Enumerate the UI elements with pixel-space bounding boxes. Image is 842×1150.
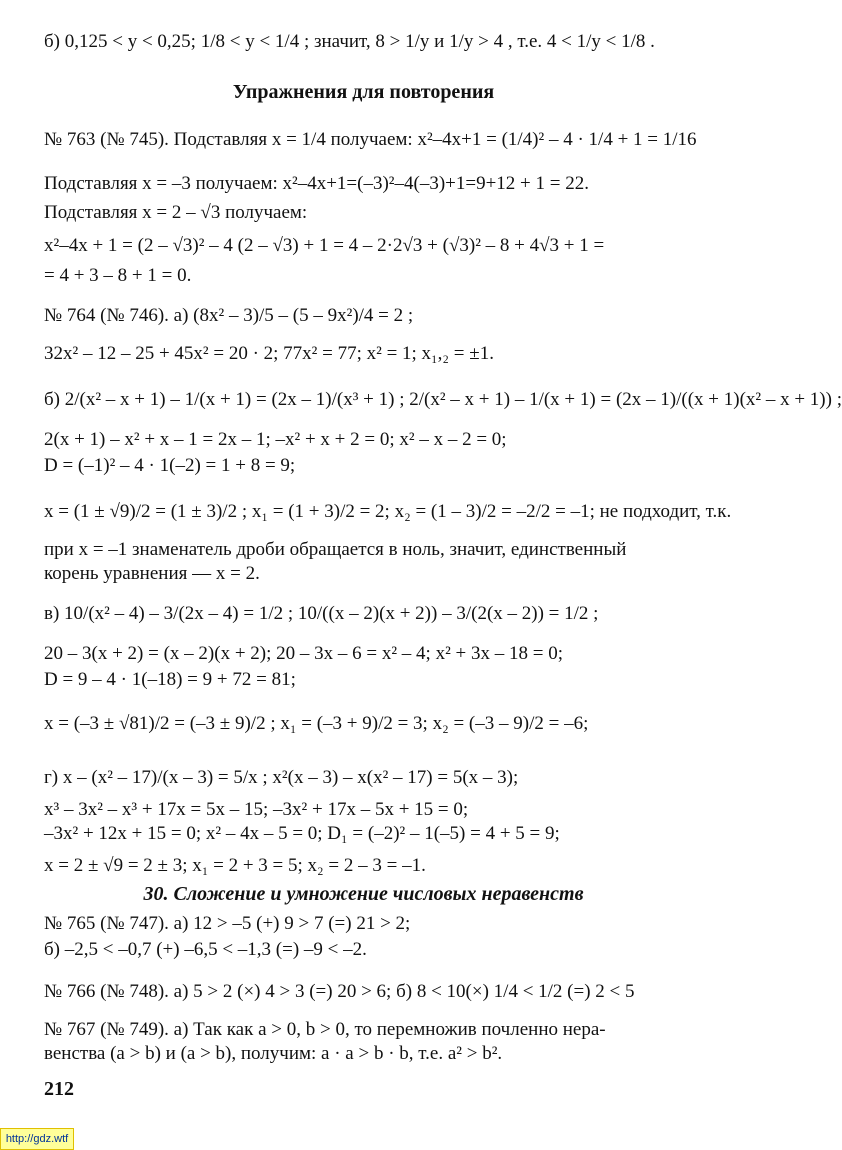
text-line: D = (–1)² – 4 · 1(–2) = 1 + 8 = 9; <box>44 455 296 476</box>
text-line: № 764 (№ 746). а) (8x² – 3)/5 – (5 – 9x²)/4 = 2 ; <box>44 305 414 326</box>
text-line: Подставляя x = 2 – √3 получаем: <box>44 202 308 223</box>
text-line: в) 10/(x² – 4) – 3/(2x – 4) = 1/2 ; 10/((x – 2)(x + 2)) – 3/(2(x – 2)) = 1/2 ; <box>44 603 599 624</box>
text-line: x = 2 ± √9 = 2 ± 3; x₁ = 2 + 3 = 5; x₂ = 2 – 3 = –1. <box>44 855 426 876</box>
text-line: корень уравнения — x = 2. <box>44 563 260 584</box>
text-line: 20 – 3(x + 2) = (x – 2)(x + 2); 20 – 3x – 6 = x² – 4; x² + 3x – 18 = 0; <box>44 643 563 664</box>
text-line: б) 0,125 < y < 0,25; 1/8 < y < 1/4 ; значит, 8 > 1/y и 1/y > 4 , т.е. 4 < 1/y < 1/8 . <box>44 31 655 52</box>
page-number: 212 <box>44 1078 74 1100</box>
text-line: x²–4x + 1 = (2 – √3)² – 4 (2 – √3) + 1 = 4 – 2·2√3 + (√3)² – 8 + 4√3 + 1 = <box>44 235 605 256</box>
text-line: 2(x + 1) – x² + x – 1 = 2x – 1; –x² + x + 2 = 0; x² – x – 2 = 0; <box>44 429 507 450</box>
text-line: D = 9 – 4 · 1(–18) = 9 + 72 = 81; <box>44 669 296 690</box>
text-line: венства (a > b) и (a > b), получим: a · a > b · b, т.е. a² > b². <box>44 1043 503 1064</box>
heading: Упражнения для повторения <box>232 81 495 103</box>
text-line: б) –2,5 < –0,7 (+) –6,5 < –1,3 (=) –9 < –2. <box>44 939 367 960</box>
text-line: x = (1 ± √9)/2 = (1 ± 3)/2 ; x₁ = (1 + 3)/2 = 2; x₂ = (1 – 3)/2 = –2/2 = –1; не подходит, т.к. <box>44 501 732 522</box>
text-line: б) 2/(x² – x + 1) – 1/(x + 1) = (2x – 1)/(x³ + 1) ; 2/(x² – x + 1) – 1/(x + 1) = (2x – 1)/((x + 1)(x² – x + 1)) ; <box>44 389 842 410</box>
text-line: № 763 (№ 745). Подставляя x = 1/4 получаем: x²–4x+1 = (1/4)² – 4 · 1/4 + 1 = 1/16 <box>44 129 697 150</box>
text-line: –3x² + 12x + 15 = 0; x² – 4x – 5 = 0; D₁ = (–2)² – 1(–5) = 4 + 5 = 9; <box>44 823 560 844</box>
text-line: № 767 (№ 749). а) Так как a > 0, b > 0, то перемножив почленно нера- <box>44 1019 606 1040</box>
text-line: № 766 (№ 748). а) 5 > 2 (×) 4 > 3 (=) 20 > 6; б) 8 < 10(×) 1/4 < 1/2 (=) 2 < 5 <box>44 981 635 1002</box>
section-heading: 30. Сложение и умножение числовых неравенств <box>143 883 584 905</box>
text-line: Подставляя x = –3 получаем: x²–4x+1=(–3)²–4(–3)+1=9+12 + 1 = 22. <box>44 173 589 194</box>
text-line: = 4 + 3 – 8 + 1 = 0. <box>44 265 192 286</box>
text-line: № 765 (№ 747). а) 12 > –5 (+) 9 > 7 (=) 21 > 2; <box>44 913 411 934</box>
text-line: x = (–3 ± √81)/2 = (–3 ± 9)/2 ; x₁ = (–3 + 9)/2 = 3; x₂ = (–3 – 9)/2 = –6; <box>44 713 589 734</box>
text-line: 32x² – 12 – 25 + 45x² = 20 · 2; 77x² = 77; x² = 1; x₁,₂ = ±1. <box>44 343 494 364</box>
text-line: г) x – (x² – 17)/(x – 3) = 5/x ; x²(x – 3) – x(x² – 17) = 5(x – 3); <box>44 767 519 788</box>
text-line: при x = –1 знаменатель дроби обращается в ноль, значит, единственный <box>44 539 627 560</box>
watermark-link[interactable]: http://gdz.wtf <box>0 1128 74 1150</box>
text-line: x³ – 3x² – x³ + 17x = 5x – 15; –3x² + 17x – 5x + 15 = 0; <box>44 799 469 820</box>
